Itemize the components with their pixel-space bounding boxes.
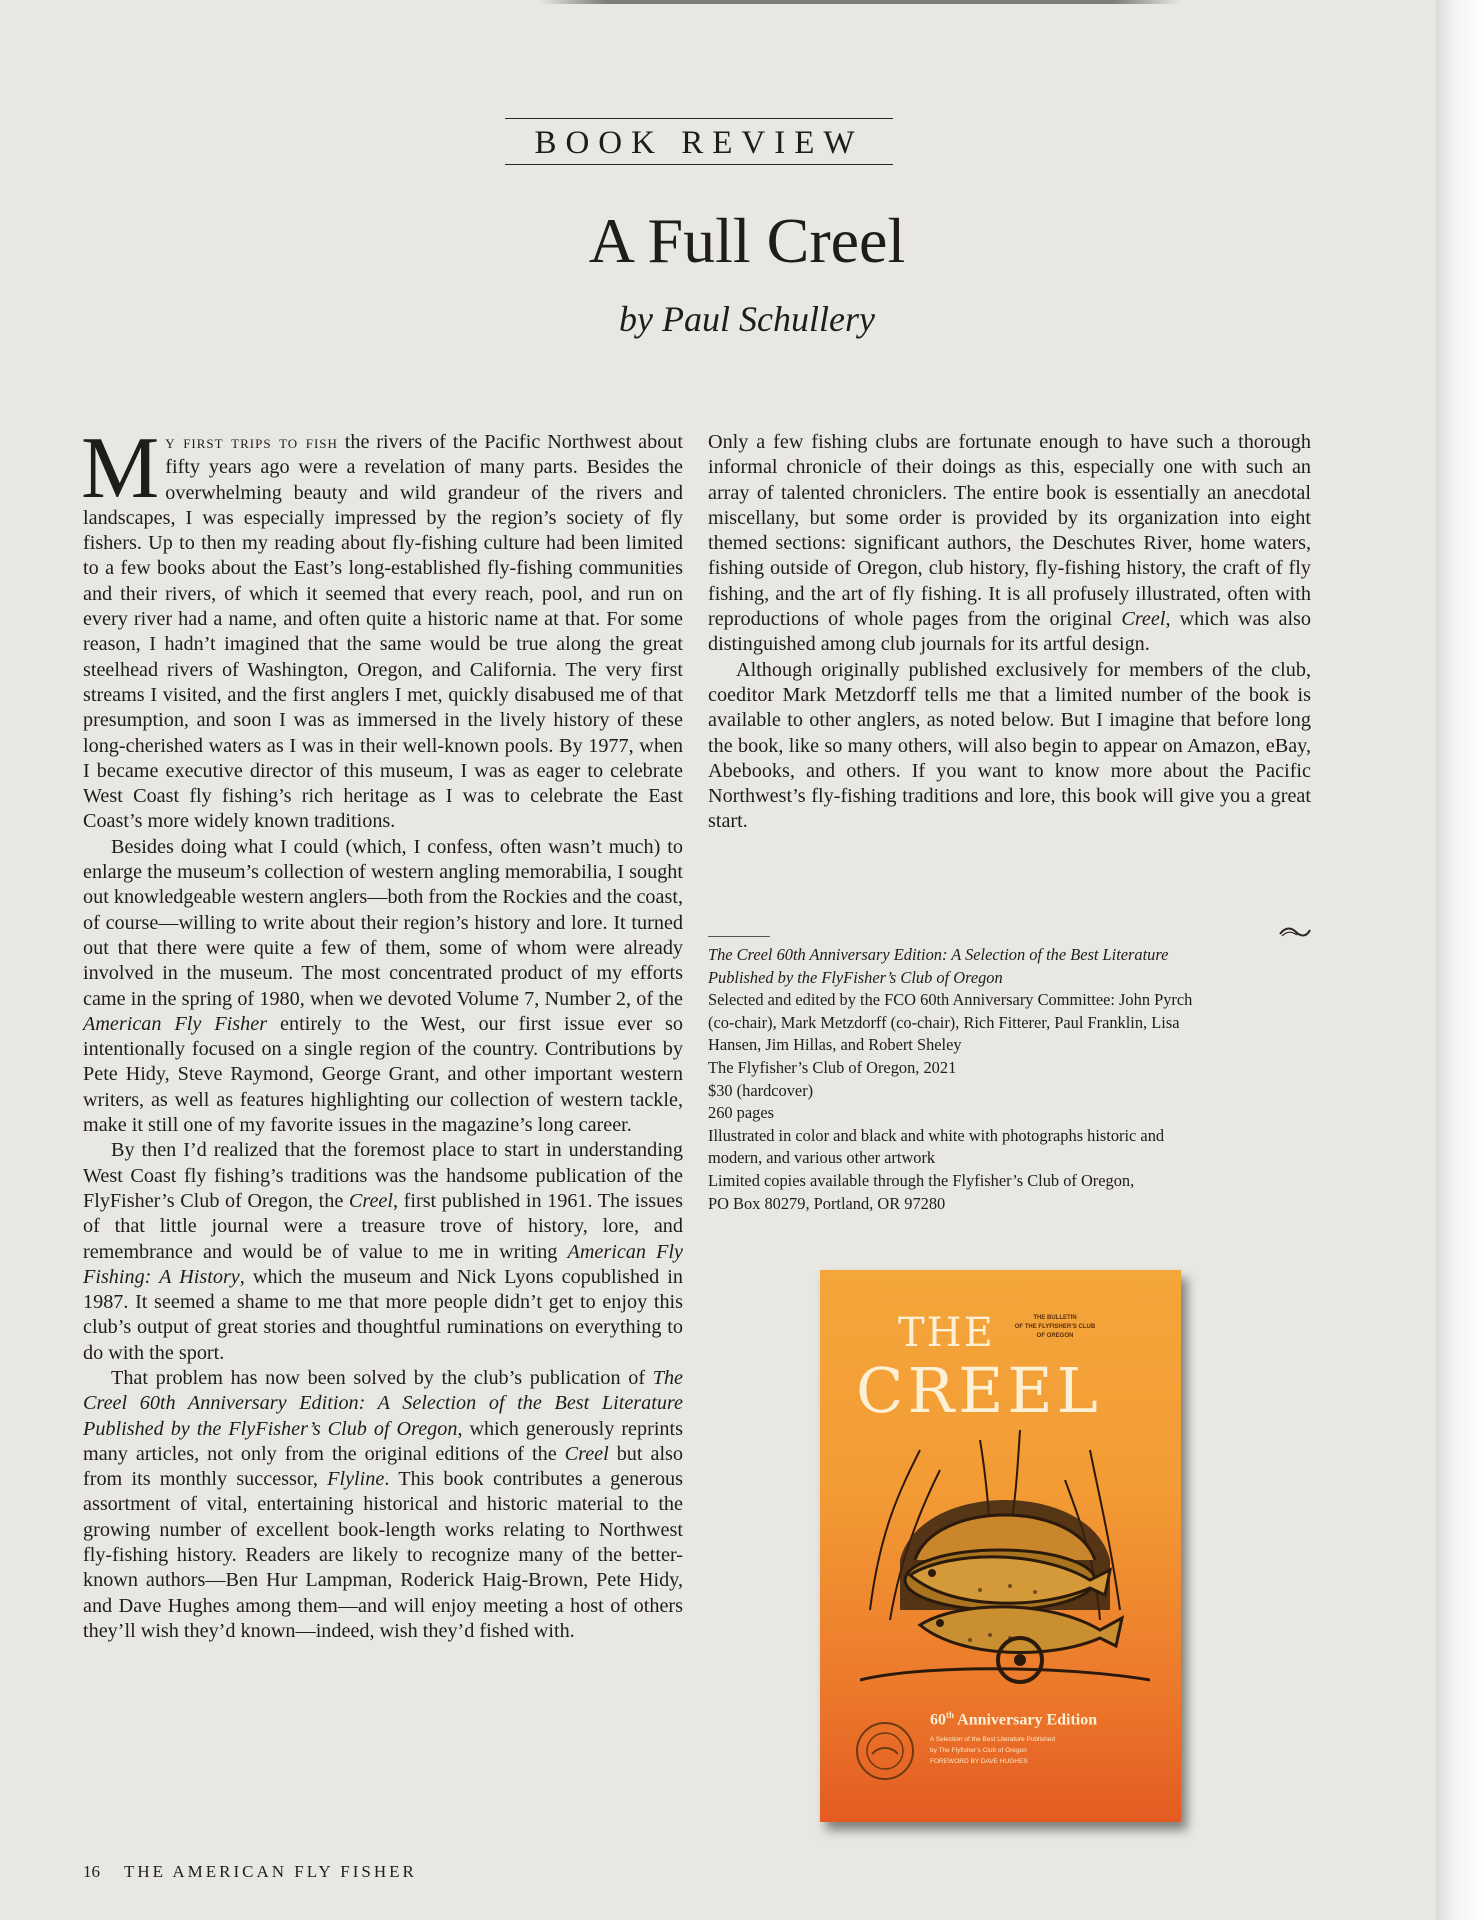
book-publisher: The Flyfisher’s Club of Oregon, 2021 [708, 1057, 957, 1077]
page-footer [83, 1862, 417, 1882]
page-edge-shadow [1436, 0, 1484, 1920]
section-label: BOOK REVIEW [505, 118, 893, 165]
notes-divider [708, 936, 770, 937]
p4-text-a: That problem has now been solved by the club’s publication of [111, 1366, 653, 1389]
magazine-name: THE AMERICAN FLY FISHER [124, 1862, 417, 1881]
end-mark-icon [1278, 924, 1312, 940]
book-cover-image [820, 1270, 1181, 1822]
paragraph-1 [81, 420, 683, 835]
p5-text-b: , which was also distinguished among club journals for its artful design. [708, 608, 1311, 656]
p3-italic-2: American Fly Fishing: A History [83, 1240, 683, 1288]
cover-bulletin-line-2: OF THE FLYFISHER’S CLUB [1014, 1324, 1096, 1330]
left-column [81, 420, 683, 1644]
creel-fish-illustration-icon [860, 1410, 1150, 1700]
p4-text-b: , which generously reprints many articles, not only from the original editions of the [83, 1417, 683, 1465]
p4-italic-2: Creel [564, 1442, 609, 1465]
p3-text-b: , first published in 1961. The issues of that little journal were a treasure trove of history, lore, and remembrance and would be of value to me in writing [83, 1189, 683, 1263]
book-info [708, 944, 1308, 1215]
book-title-line-1: The Creel 60th Anniversary Edition: A Selection of the Best Literature [708, 945, 1169, 964]
cover-edition-number: 60 [930, 1711, 946, 1729]
cover-subtitle-line-1: A Selection of the Best Literature Published [930, 1736, 1056, 1743]
p4-text-c: but also from its monthly successor, [83, 1442, 683, 1491]
book-price: $30 (hardcover) [708, 1080, 814, 1100]
cover-the: THE [898, 1310, 995, 1356]
paragraph-4 [83, 1366, 683, 1644]
book-editors-line-2: (co-chair), Mark Metzdorff (co-chair), Rich Fitterer, Paul Franklin, Lisa [708, 1012, 1180, 1032]
cover-edition [930, 1710, 1097, 1729]
book-availability-line-1: Limited copies available through the Flyfisher’s Club of Oregon, [708, 1170, 1135, 1190]
p2-text-b: entirely to the West, our first issue ever so intentionally focused on a single region of the country. Contributions by Pete Hidy, Steve Raymond, George Grant, and other important western writers, as well as features highlighting our collection of western tackle, make it still one of my favorite issues in the magazine’s long career. [83, 1012, 683, 1137]
cover-bulletin-line-3: OF OREGON [1036, 1333, 1074, 1339]
p3-text-a: By then I’d realized that the foremost place to start in understanding West Coast fly fishing’s traditions was the handsome publication of the FlyFisher’s Club of Oregon, the [83, 1139, 683, 1212]
p3-text-c: , which the museum and Nick Lyons copublished in 1987. It seemed a shame to me that more people didn’t get to enjoy this club’s output of great stories and thoughtful ruminations on everything to do with the sport. [83, 1265, 683, 1364]
book-pages: 260 pages [708, 1103, 775, 1123]
book-editors-line-3: Hansen, Jim Hillas, and Robert Sheley [708, 1035, 962, 1055]
top-edge-rule [540, 0, 1180, 4]
paragraph-1-text: the rivers of the Pacific Northwest about fifty years ago were a revelation of many parts. Besides the overwhelming beauty and wild grandeur of the rivers and landscapes, I was especially impressed by the region’s society of fly fishers. Up to then my reading about fly-fishing culture had been limited to a few books about the East’s long-established fly-fishing communities and their rivers, of which it seemed that every reach, pool, and run on every river had a name, and often quite a historic name at that. For some reason, I hadn’t imagined that the same would be true along the great steelhead rivers of Washington, Oregon, and California. The very first streams I visited, and the first anglers I met, quickly disabused me of that presumption, and soon I was as immersed in the lively history of these long-cherished waters as I was in their well-known pools. By 1977, when I became executive director of this museum, I was as eager to celebrate West Coast fly fishing’s rich heritage as I was to celebrate the East Coast’s more widely known traditions. [83, 431, 683, 833]
cover-bulletin-line-1: THE BULLETIN [1033, 1315, 1077, 1321]
paragraph-2 [83, 835, 683, 1139]
p2-text-a: Besides doing what I could (which, I confess, often wasn’t much) to enlarge the museum’s collection of western angling memorabilia, I sought out knowledgeable western anglers—both from the Rockies and the coast, of course—willing to write about their region’s history and lore. It turned out that there were quite a few of them, some of whom were already involved in the museum. The most concentrated product of my efforts came in the spring of 1980, when we devoted Volume 7, Number 2, of the [83, 835, 683, 1010]
p3-italic-1: Creel [348, 1189, 393, 1212]
book-title-line-2: Published by the FlyFisher’s Club of Oregon [708, 967, 1003, 987]
p5-text-a: Only a few fishing clubs are fortunate enough to have such a thorough informal chronicle of their doings as this, especially one with such an array of talented chroniclers. The entire book is essentially an anecdotal miscellany, but some order is provided by its organization into eight themed sections: significant authors, the Deschutes River, home waters, fishing outside of Oregon, club history, fly-fishing history, the craft of fly fishing, and the art of fly fishing. It is all profusely illustrated, often with reproductions of whole pages from the original [708, 431, 1311, 631]
p4-text-d: . This book contributes a generous assortment of vital, entertaining historical and historic material to the growing number of excellent book-length works relating to Northwest fly-fishing history. Readers are likely to recognize many of the better-known authors—Ben Hur Lampman, Roderick Haig-Brown, Pete Hidy, and Dave Hughes among them—and will enjoy meeting a host of others they’ll wish they’d known—indeed, wish they’d fished with. [83, 1468, 683, 1642]
cover-creel: CREEL [856, 1354, 1102, 1427]
article-title: A Full Creel [588, 205, 906, 276]
book-illustrations-line-2: modern, and various other artwork [708, 1148, 936, 1168]
p2-italic: American Fly Fisher [83, 1012, 268, 1035]
cover-bulletin [1010, 1314, 1100, 1341]
paragraph-6: Although originally published exclusively for members of the club, coeditor Mark Metzdorff tells me that a limited number of the book is available to other anglers, as noted below. But I imagine that before long the book, like so many others, will also begin to appear on Amazon, eBay, Abebooks, and others. If you want to know more about the Pacific Northwest’s fly-fishing traditions and lore, this book will give you a great start. [708, 658, 1311, 833]
club-seal-icon [854, 1720, 916, 1782]
p5-italic: Creel [1121, 608, 1166, 631]
paragraph-5 [708, 430, 1311, 658]
lead-in-smallcaps: y first trips to fish [165, 432, 338, 453]
page-number: 16 [83, 1862, 100, 1881]
right-column [708, 430, 1311, 835]
cover-edition-text: Anniversary Edition [954, 1711, 1098, 1729]
drop-cap: M [81, 420, 160, 517]
cover-edition-suffix: th [946, 1710, 955, 1720]
cover-subtitle [930, 1734, 1150, 1767]
cover-subtitle-line-2: by The Flyfisher’s Club of Oregon [930, 1747, 1027, 1754]
p4-italic-1: The Creel 60th Anniversary Edition: A Selection of the Best Literature Published by the FlyFisher’s Club of Oregon [83, 1366, 683, 1440]
cover-foreword: FOREWORD BY DAVE HUGHES [930, 1758, 1028, 1765]
p4-italic-3: Flyline [327, 1468, 385, 1491]
book-illustrations-line-1: Illustrated in color and black and white with photographs historic and [708, 1125, 1165, 1145]
book-editors-line-1: Selected and edited by the FCO 60th Anniversary Committee: John Pyrch [708, 990, 1193, 1010]
book-availability-line-2: PO Box 80279, Portland, OR 97280 [708, 1193, 946, 1213]
article-byline: by Paul Schullery [619, 299, 875, 339]
paragraph-3 [83, 1138, 683, 1366]
